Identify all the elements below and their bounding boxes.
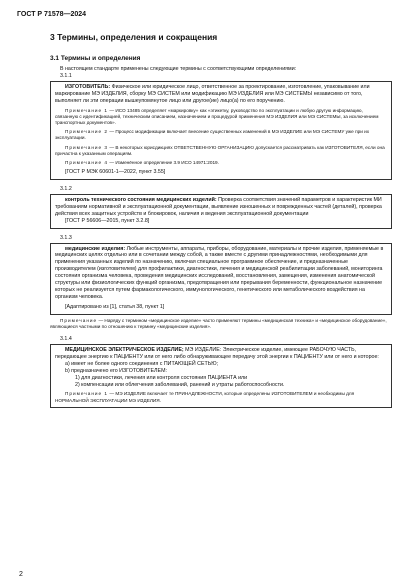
- term-definition: [55, 246, 387, 301]
- term-name: МЕДИЦИНСКОЕ ЭЛЕКТРИЧЕСКОЕ ИЗДЕЛИЕ;: [65, 346, 184, 353]
- list-item: b) предназначено его ИЗГОТОВИТЕЛЕМ:: [65, 367, 167, 374]
- term-note: [55, 391, 387, 403]
- note-text: — Изменённое определение 3.9 ИСО 14971:2019.: [108, 159, 219, 165]
- standard-code: ГОСТ Р 71578—2024: [17, 11, 87, 18]
- term-source: [ГОСТ Р 56606—2015, пункт 3.2.8]: [65, 217, 150, 224]
- term-number: 3.1.1: [60, 72, 72, 79]
- term-number: 3.1.4: [60, 336, 72, 343]
- note-text: — Процесс модификации включает внесение существенных изменений в МЭ ИЗДЕЛИЕ или МЭ СИСТЕМУ уже при их эксплуатации.: [55, 129, 370, 141]
- page-number: 2: [19, 571, 23, 578]
- term-note: [50, 318, 392, 330]
- subsection-title: 3.1 Термины и определения: [50, 55, 141, 62]
- section-title: 3 Термины, определения и сокращения: [50, 32, 218, 42]
- term-block-me-equipment: [50, 344, 392, 408]
- note-label: Примечание 1: [65, 107, 109, 113]
- term-block-technical-control: [50, 194, 392, 229]
- term-note: [55, 145, 387, 157]
- term-source: [Адаптировано из [1], статья 38, пункт 1]: [65, 303, 165, 310]
- term-note: [55, 160, 387, 166]
- term-source: [ГОСТ Р МЭК 60601-1—2022, пункт 3.55]: [65, 169, 166, 176]
- page-content: [50, 32, 392, 408]
- list-item: 1) для диагностики, лечения или контроля состояния ПАЦИЕНТА или: [75, 374, 248, 381]
- note-text: — ИСО 13485 определяет «маркировку» как «этикетку, руководство по эксплуатации и любую другую информацию, связанную с идентификацией, техническим описанием, назначением и процедурой применения МЭ ИЗДЕЛИЯ или МЭ СИСТЕМЫ, за исключением транспортных документов».: [55, 107, 379, 125]
- note-text: — МЭ ИЗДЕЛИЕ включает те ПРИНАДЛЕЖНОСТИ, которые определены ИЗГОТОВИТЕЛЕМ и необходимы для НОРМАЛЬНОЙ ЭКСПЛУАТАЦИИ МЭ ИЗДЕЛИЯ.: [55, 391, 355, 403]
- term-name: контроль технического состояния медицинских изделий:: [65, 196, 217, 203]
- term-note: [55, 108, 387, 127]
- term-definition-text: Проверка соответствия значений параметров и характеристик МИ требованиям нормативной и эксплуатационной документации, выявление изношенных и поврежденных частей (деталей), проверка действия всех защитных устройств и блокировок, наличия и ведения эксплуатационной документации: [55, 196, 382, 217]
- note-label: Примечание 4: [65, 159, 109, 165]
- term-name: ИЗГОТОВИТЕЛЬ:: [65, 83, 111, 90]
- note-label: Примечание: [60, 317, 98, 323]
- term-number: 3.1.2: [60, 186, 72, 193]
- term-number: 3.1.3: [60, 234, 72, 241]
- term-definition-text: Физическое или юридическое лицо, ответственное за проектирование, изготовление, упаковывание или маркирование МЭ ИЗДЕЛИЯ, сборку МЭ СИСТЕМ или модификацию МЭ ИЗДЕЛИЯ или МЭ СИСТЕМЫ независимо от того, выполняет ли эти операции вышеупомянутое лицо или другое(ие) лицо(а) по его поручению.: [55, 83, 370, 104]
- term-definition: [55, 197, 387, 218]
- term-definition-text: МЭ ИЗДЕЛИЕ: Электрическое изделие, имеющее РАБОЧУЮ ЧАСТЬ, передающее энергию к ПАЦИЕНТУ или от него либо обнаруживающее передачу этой энергии к ПАЦИЕНТУ или от него и которое:: [55, 346, 379, 360]
- section-intro: В настоящем стандарте применены следующие термины с соответствующими определениями:: [60, 66, 297, 72]
- term-block-manufacturer: [50, 81, 392, 180]
- note-label: Примечание 1: [65, 391, 109, 397]
- term-definition: [55, 84, 387, 105]
- list-item: a) имеет не более одного соединения с ПИТАЮЩЕЙ СЕТЬЮ;: [65, 360, 219, 367]
- term-block-medical-devices: [50, 243, 392, 315]
- note-text: — В некоторых юрисдикциях ОТВЕТСТВЕННУЮ ОРГАНИЗАЦИЮ допускается рассматривать как ИЗГОТОВИТЕЛЯ, если она причастна к указанным операциям.: [55, 144, 385, 156]
- note-label: Примечание 3: [65, 144, 109, 150]
- note-text: — Наряду с термином «медицинское изделие» часто применяют термины «медицинская техника» и «медицинское оборудование», являющиеся частными по отношению к термину «медицинские изделия».: [50, 317, 387, 329]
- note-label: Примечание 2: [65, 129, 109, 135]
- term-note: [55, 129, 387, 141]
- term-definition: [55, 347, 387, 361]
- term-definition-text: Любые инструменты, аппараты, приборы, оборудование, материалы и прочие изделия, применяемые в медицинских целях отдельно или в сочетании между собой, а также вместе с другими принадлежностями, необходимыми для применения указанных изделий по назначению, включая специальное программное обеспечение, и предназначенные производителем (изготовителем) для профилактики, диагностики, лечения и медицинской реабилитации заболеваний, мониторинга состояния организма человека, проведения медицинских исследований, восстановления, замещения, изменения анатомической структуры или физиологических функций организма, предотвращения или прерывания беременности, функциональное назначение которых не реализуется путем фармакологического, иммунологического, генетического или метаболического воздействия на организм человека.: [55, 245, 384, 300]
- term-name: медицинские изделия:: [65, 245, 126, 252]
- list-item: 2) компенсации или облегчения заболеваний, ранений и утраты работоспособности.: [75, 381, 285, 388]
